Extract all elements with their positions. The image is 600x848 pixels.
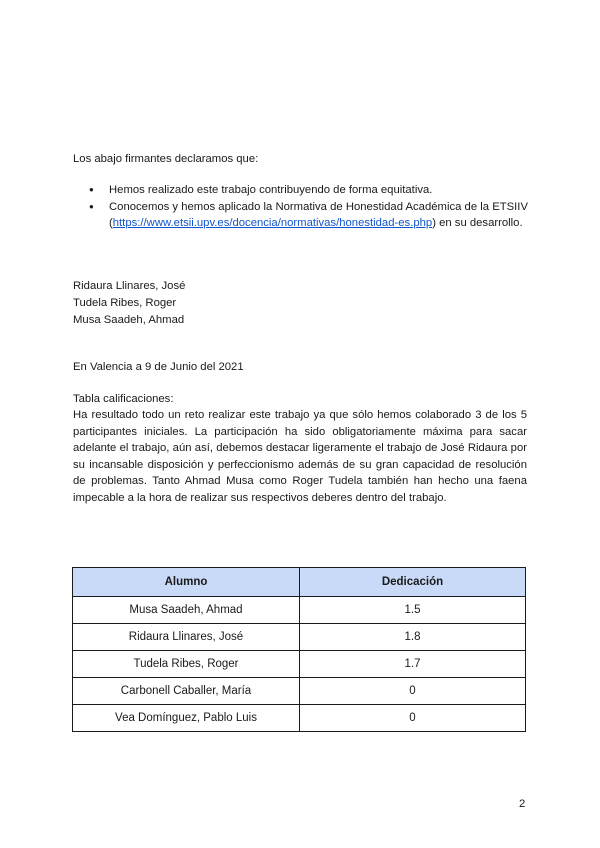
dedication-cell: 1.5 bbox=[300, 597, 526, 624]
declaration-item-2-before: Conocemos y hemos aplicado la Normativa de Honestidad Académica de la ETSIIV ( bbox=[109, 200, 528, 229]
table-row bbox=[73, 651, 526, 678]
student-name-cell: Vea Domínguez, Pablo Luis bbox=[73, 705, 300, 732]
signatory-name: Tudela Ribes, Roger bbox=[73, 297, 177, 309]
table-row bbox=[73, 624, 526, 651]
declaration-item-2-after: ) en su desarrollo. bbox=[432, 217, 523, 229]
table-row bbox=[73, 705, 526, 732]
intro-text: Los abajo firmantes declaramos que: bbox=[73, 153, 259, 165]
student-name-cell: Musa Saadeh, Ahmad bbox=[73, 597, 300, 624]
table-row bbox=[73, 678, 526, 705]
table-header-row bbox=[73, 568, 526, 597]
grades-table bbox=[72, 567, 526, 732]
declaration-item-1-text: Hemos realizado este trabajo contribuyendo de forma equitativa. bbox=[109, 184, 433, 196]
body-paragraph: Ha resultado todo un reto realizar este trabajo ya que sólo hemos colaborado 3 de los 5 participantes iniciales. La participación ha sido obligatoriamente máxima para sacar adelante el trabajo, aún así, debemos destacar ligeramente el trabajo de José Ridaura por su incansable disposición y perfeccionismo además de su gran capacidad de resolución de problemas. Tanto Ahmad Musa como Roger Tudela también han hecho una faena impecable a la hora de realizar sus respectivos deberes dentro del trabajo. bbox=[73, 409, 527, 504]
dedication-cell: 1.8 bbox=[300, 624, 526, 651]
column-header-dedicacion: Dedicación bbox=[300, 568, 526, 597]
page-number: 2 bbox=[519, 798, 526, 810]
student-name-cell: Tudela Ribes, Roger bbox=[73, 651, 300, 678]
declaration-item bbox=[72, 182, 528, 199]
signatory-name: Musa Saadeh, Ahmad bbox=[73, 314, 185, 326]
place-date: En Valencia a 9 de Junio del 2021 bbox=[73, 361, 244, 373]
table-caption: Tabla calificaciones: bbox=[73, 393, 174, 405]
student-name-cell: Ridaura Llinares, José bbox=[73, 624, 300, 651]
student-name-cell: Carbonell Caballer, María bbox=[73, 678, 300, 705]
declaration-item bbox=[72, 199, 528, 232]
declaration-list bbox=[72, 182, 528, 232]
signatory-list bbox=[73, 278, 185, 329]
dedication-cell: 0 bbox=[300, 705, 526, 732]
honesty-policy-link[interactable]: https://www.etsii.upv.es/docencia/normativas/honestidad-es.php bbox=[112, 217, 433, 229]
dedication-cell: 0 bbox=[300, 678, 526, 705]
table-row bbox=[73, 597, 526, 624]
signatory-name: Ridaura Llinares, José bbox=[73, 280, 186, 292]
dedication-cell: 1.7 bbox=[300, 651, 526, 678]
column-header-alumno: Alumno bbox=[73, 568, 300, 597]
